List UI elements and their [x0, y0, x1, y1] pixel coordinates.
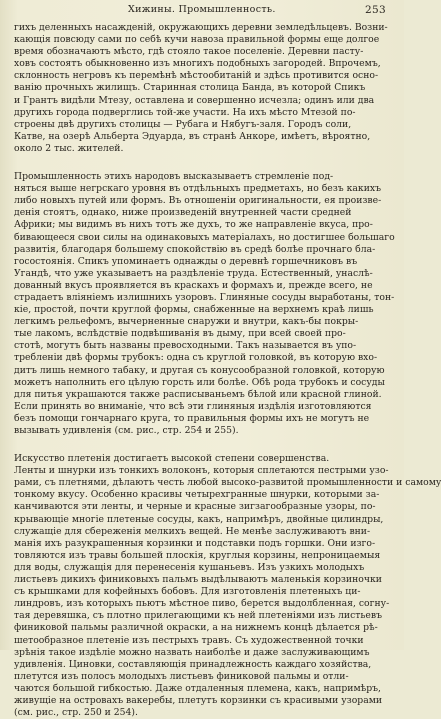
- text-line: требленіи двѣ формы трубокъ: одна съ круглой головкой, въ которую вхо-: [14, 352, 378, 364]
- text-line: Промышленность этихъ народовъ высказываетъ стремленіе под-: [14, 171, 334, 183]
- text-line: Катве, на озерѣ Альберта Эдуарда, въ странѣ Анкоре, имѣетъ, вѣроятно,: [14, 130, 371, 142]
- text-line: можетъ наполнить его цѣлую горсть или болѣе. Обѣ рода трубокъ и сосуды: [14, 376, 385, 388]
- paragraph-1: [14, 22, 392, 155]
- text-line: удивленія. Циновки, составляющія принадлежность каждаго хозяйства,: [14, 658, 372, 670]
- text-line: (см. рис., стр. 250 и 254).: [14, 707, 138, 719]
- page-number: 253: [365, 4, 386, 16]
- text-line: Африки; мы видимъ въ нихъ тотъ же духъ, то же направленіе вкуса, про-: [14, 219, 373, 231]
- text-line: гихъ деленныхъ насажденій, окружающихъ деревни земледѣльцевъ. Возни-: [14, 22, 388, 33]
- text-line: Ленты и шнурки изъ тонкихъ волоконъ, которыя сплетаются пестрыми узо-: [14, 465, 389, 477]
- text-line: дованный вкусъ проявляется въ краскахъ и формахъ и, прежде всего, не: [14, 279, 373, 291]
- paragraph-2: [14, 171, 395, 437]
- text-line: финиковой пальмы различной окраски, а на нижнемъ концѣ дѣлается рѣ-: [14, 622, 378, 634]
- text-line: товляются изъ травы большей плоскія, круглыя корзины, непроницаемыя: [14, 549, 381, 561]
- text-line: ванію прочныхъ жилищъ. Старинная столица Банда, въ которой Спикъ: [14, 82, 366, 94]
- text-line: легкимъ рельефомъ, вычерненные снаружи и внутри, какъ-бы покры-: [14, 316, 359, 328]
- text-line: строены двѣ другихъ столицы — Рубага и Нябугъ-заля. Городъ соли,: [14, 118, 352, 130]
- text-line: Если принять во вниманіе, что всѣ эти глиняныя издѣлія изготовляются: [14, 400, 372, 412]
- paragraph-gap: [14, 155, 392, 171]
- text-line: тонкому вкусу. Особенно красивы четырехгранные шнурки, которыми за-: [14, 489, 380, 501]
- text-line: живущіе на островахъ вакеребы, плетутъ корзинки съ красивыми узорами: [14, 694, 383, 706]
- text-line: чаются большой гибкостью. Даже отдаленныя племена, какъ, напримѣръ,: [14, 682, 381, 694]
- text-line: вызывать удивленія (см. рис., стр. 254 и 255).: [14, 425, 239, 436]
- text-line: служащіе для сбереженія мелкихъ вещей. Не менѣе заслуживаютъ вни-: [14, 525, 371, 537]
- text-line: тые лакомъ, вслѣдствіе подвѣшиванія въ дыму, при всей своей про-: [14, 328, 346, 340]
- paragraph-3: [14, 453, 441, 719]
- running-title: Хижины. Промышленность.: [128, 4, 276, 15]
- text-line: для воды, служащія для перенесенія кушаньевъ. Изъ узкихъ молодыхъ: [14, 561, 365, 573]
- text-line: шетообразное плетеніе изъ пестрыхъ травъ. Съ художественной точки: [14, 634, 364, 646]
- text-line: госостоянія. Спикъ упоминаетъ однажды о деревнѣ горшечниковъ въ: [14, 255, 358, 267]
- text-line: Искусство плетенія достигаетъ высокой степени совершенства.: [14, 453, 330, 465]
- text-line: и Грантъ видѣли Мтезу, оставлена и совершенно исчезла; одинъ или два: [14, 94, 375, 106]
- text-line: кіе, простой, почти круглой формы, снабженные на верхнемъ краѣ лишь: [14, 304, 374, 316]
- text-line: плетутся изъ полосъ молодыхъ листьевъ финиковой пальмы и отли-: [14, 670, 349, 682]
- text-line: рами, съ плетнями, дѣлаютъ честь любой высоко-развитой промышленности и самому: [14, 477, 441, 489]
- text-line: манія ихъ разукрашенныя корзинки и подставки подъ горшки. Они изго-: [14, 537, 376, 549]
- text-line: стотѣ, могутъ быть названы превосходными. Такъ называется въ упо-: [14, 340, 357, 352]
- text-line: безъ помощи гончарнаго круга, то правильныя формы ихъ не могутъ не: [14, 412, 370, 424]
- text-line: тая деревяшка, съ плотно прилегающими къ ней плетеніями изъ листьевъ: [14, 610, 382, 622]
- text-line: линдровъ, изъ которыхъ пьютъ мѣстное пиво, берется выдолбленная, согну-: [14, 598, 390, 610]
- text-line: съ крышками для кофейныхъ бобовъ. Для изготовленія плетеныхъ ци-: [14, 586, 361, 598]
- text-line: ховъ состоятъ обыкновенно изъ многихъ подобныхъ загородей. Впрочемъ,: [14, 58, 381, 70]
- paragraph-gap: [14, 437, 392, 453]
- page-header: [20, 4, 386, 18]
- page-body: [14, 22, 441, 719]
- text-line: страдаетъ вліяніемъ излишнихъ узоровъ. Глиняные сосуды выработаны, тон-: [14, 291, 395, 303]
- text-line: денія стоятъ, однако, ниже произведеній внутренней части средней: [14, 207, 352, 219]
- text-line: канчиваются эти ленты, и черные и красные зигзагообразные узоры, по-: [14, 501, 376, 513]
- text-line: другихъ города подверглись той-же участи. На ихъ мѣсто Мтезой по-: [14, 106, 356, 118]
- text-line: крывающіе многіе плетеные сосуды, какъ, напримѣръ, двойные цилиндры,: [14, 513, 384, 525]
- text-line: няться выше негрскаго уровня въ отдѣльныхъ предметахъ, но безъ какихъ: [14, 183, 381, 195]
- text-line: около 2 тыс. жителей.: [14, 142, 124, 154]
- text-line: развитія, благодаря большему спокойствію въ средѣ болѣе прочнаго бла-: [14, 243, 376, 255]
- text-line: кающія повсюду сами по себѣ кучи навоза правильной формы еще долгое: [14, 34, 380, 46]
- text-line: либо новыхъ путей или формъ. Въ отношеніи оригинальности, ея произве-: [14, 195, 382, 207]
- text-line: зрѣнія такое издѣліе можно назвать наиболѣе и даже заслуживающимъ: [14, 646, 370, 658]
- text-line: листьевъ дикихъ финиковыхъ пальмъ выдѣлываютъ маленькія корзиночки: [14, 574, 382, 586]
- text-line: дитъ лишь немного табаку, и другая съ конусообразной головкой, которую: [14, 364, 385, 376]
- text-line: бивающееся свои силы на одинаковыхъ матеріалахъ, но достигшее большаго: [14, 231, 395, 243]
- text-line: склонность негровъ къ перемѣнѣ мѣстообитаній и здѣсь противится осно-: [14, 70, 379, 82]
- text-line: Угандѣ, что уже указываетъ на раздѣленіе труда. Естественный, унаслѣ-: [14, 267, 373, 279]
- text-line: время обозначаютъ мѣсто, гдѣ стояло такое поселеніе. Деревни пасту-: [14, 46, 364, 58]
- text-line: для питья украшаются также расписываньемъ бѣлой или красной глиной.: [14, 388, 382, 400]
